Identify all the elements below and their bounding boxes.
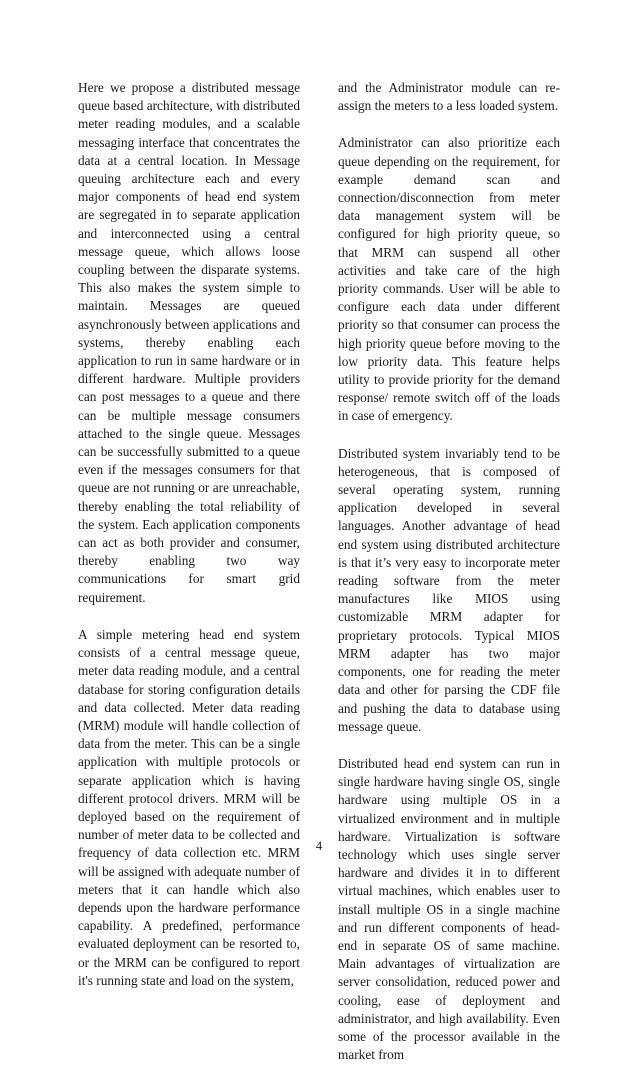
paragraph-queue-priority: Administrator can also prioritize each queue depending on the requirement, for example demand scan and connection/disconnection from meter data management system will be configured for high priority queue, so that MRM can suspend all other activities and take care of the high priority commands. User will be able to configure each data under different priority so that consumer can process the high priority queue before moving to the low priority data. This feature helps utility to provide priority for the demand response/ remote switch off of the loads in case of emergency. [338,135,560,424]
paragraph-virtualization: Distributed head end system can run in single hardware having single OS, single hardware using multiple OS in a virtualized environment and in multiple hardware. Virtualization is software technology which uses single server hardware and divides it in to different virtual machines, which enables user to install multiple OS in a single machine and run different components of head-end in separate OS of same machine. Main advantages of virtualization are server consolidation, reduced power and cooling, ease of deployment and administrator, and high availability. Even some of the processor available in the market from [338,755,560,1063]
paragraph-heterogeneous-systems: Distributed system invariably tend to be heterogeneous, that is composed of several operating system, running application developed in several languages. Another advantage of head end system using distributed architecture is that it’s very easy to incorporate meter reading software from the meter manufactures like MIOS using customizable MRM adapter for proprietary protocols. Typical MIOS MRM adapter has two major components, one for reading the meter data and other for parsing the CDF file and pushing the data to database using message queue. [338,445,560,734]
paragraph-administrator-reassign: and the Administrator module can re-assign the meters to a less loaded system. [338,80,560,114]
right-column [338,79,560,1083]
left-column [78,79,300,1009]
paragraph-metering-head-end-system: A simple metering head end system consists of a central message queue, meter data reading module, and a central database for storing configuration details and data collected. Meter data reading (MRM) module will handle collection of data from the meter. This can be a single application with multiple protocols or separate application which is having different protocol drivers. MRM will be deployed based on the requirement of number of meter data to be collected and frequency of data collection etc. MRM will be assigned with adequate number of meters that it can handle which also depends upon the hardware performance capability. A predefined, performance evaluated deployment can be resorted to, or the MRM can be configured to report it's running state and load on the system, [78,626,300,988]
paragraph-message-queue-architecture: Here we propose a distributed message queue based architecture, with distributed meter reading modules, and a scalable messaging interface that concentrates the data at a central location. In Message queuing architecture each and every major components of head end system are segregated in to separate application and interconnected using a central message queue, which allows loose coupling between the disparate systems. This also makes the system simple to maintain. Messages are queued asynchronously between applications and systems, thereby enabling each application to run in same hardware or in different hardware. Multiple providers can post messages to a queue and there can be multiple message consumers attached to the single queue. Messages can be successfully submitted to a queue even if the messages consumers for that queue are not running or are unreachable, thereby enabling the total reliability of the system. Each application components can act as both provider and consumer, thereby enabling two way communications for smart grid requirement. [78,80,300,605]
page-number: 4 [315,839,323,853]
